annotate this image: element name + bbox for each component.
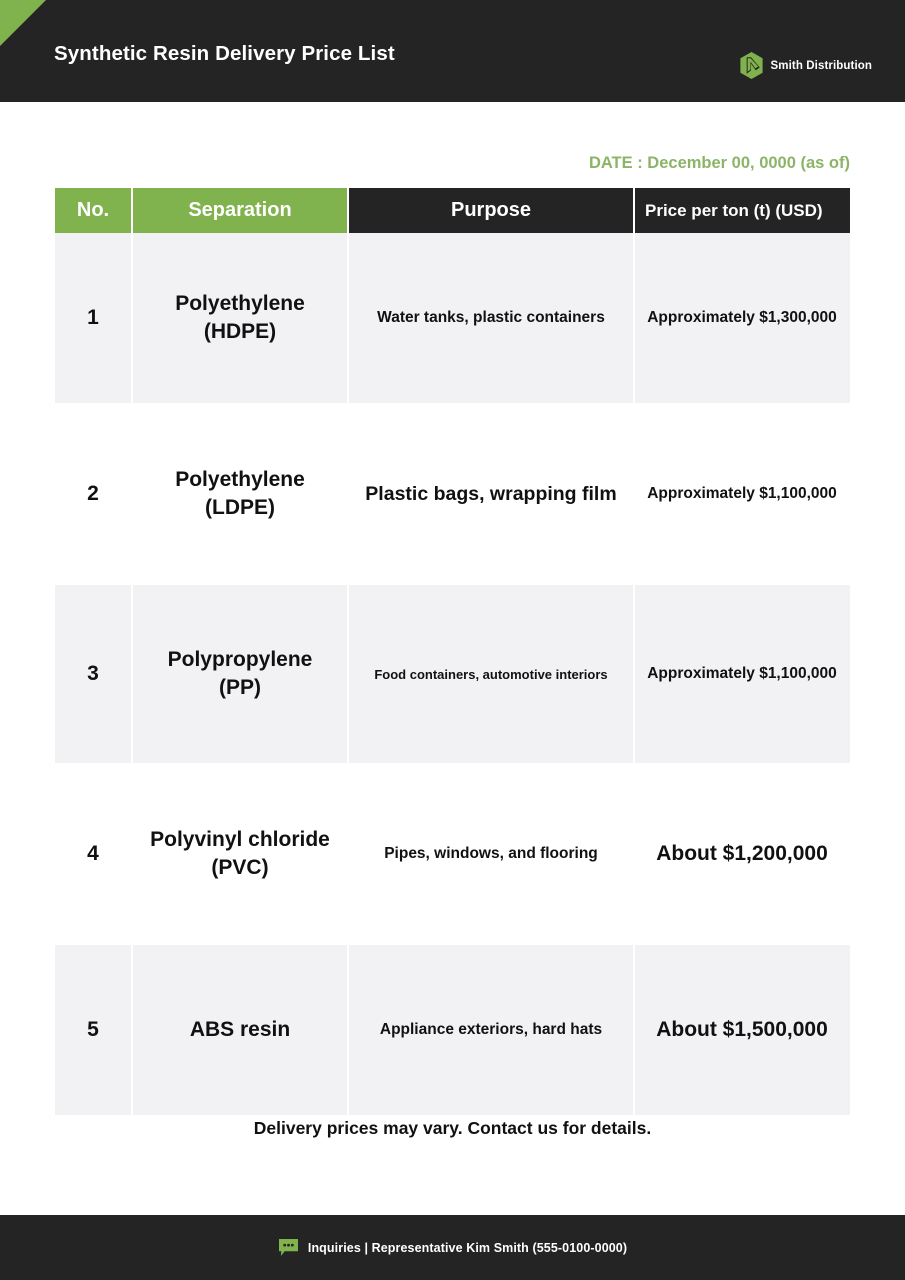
- spacer-cell: [348, 403, 634, 429]
- spacer-cell: [634, 559, 850, 585]
- chat-bubble-icon: [278, 1238, 299, 1257]
- spacer-cell: [55, 919, 132, 945]
- spacer-cell: [132, 919, 348, 945]
- price-table: [55, 188, 851, 1115]
- disclaimer-note: Delivery prices may vary. Contact us for details.: [253, 1118, 652, 1138]
- cell-separation: [132, 789, 348, 919]
- cell-price: Approximately $1,300,000: [634, 233, 850, 403]
- spacer-cell: [55, 403, 132, 429]
- page-title: Synthetic Resin Delivery Price List: [54, 42, 395, 65]
- spacer-cell: [132, 403, 348, 429]
- cell-separation: [132, 429, 348, 559]
- brand-logo: [739, 52, 872, 79]
- separation-line-1: Polyethylene: [175, 468, 305, 492]
- cell-price: About $1,500,000: [634, 945, 850, 1115]
- date-label: DATE : December 00, 0000 (as of): [588, 154, 850, 172]
- separation-line-1: Polyvinyl chloride: [150, 828, 330, 852]
- brand-name: Smith Distribution: [770, 59, 872, 72]
- cell-purpose: Plastic bags, wrapping film: [348, 429, 634, 559]
- cell-purpose: Pipes, windows, and flooring: [348, 789, 634, 919]
- spacer-cell: [55, 763, 132, 789]
- table-row: [55, 945, 850, 1115]
- row-spacer: [55, 919, 850, 945]
- cell-separation: ABS resin: [132, 945, 348, 1115]
- hexagon-d-logo-icon: [739, 52, 764, 79]
- table-header-row: [55, 188, 850, 233]
- cell-no: 5: [55, 945, 132, 1115]
- cell-no: 4: [55, 789, 132, 919]
- spacer-cell: [132, 763, 348, 789]
- table-row: [55, 429, 850, 559]
- separation-line-1: Polypropylene: [167, 648, 313, 672]
- cell-price: Approximately $1,100,000: [634, 585, 850, 763]
- spacer-cell: [348, 559, 634, 585]
- separation-line-1: Polyethylene: [175, 292, 305, 316]
- cell-price: Approximately $1,100,000: [634, 429, 850, 559]
- cell-separation: [132, 233, 348, 403]
- cell-price: About $1,200,000: [634, 789, 850, 919]
- column-header-no: No.: [55, 188, 132, 233]
- spacer-cell: [348, 919, 634, 945]
- table-row: [55, 585, 850, 763]
- cell-no: 3: [55, 585, 132, 763]
- table-body: [55, 233, 850, 1115]
- cell-separation: [132, 585, 348, 763]
- separation-line-2: (LDPE): [205, 496, 275, 519]
- table-header: [55, 188, 850, 233]
- cell-purpose: Appliance exteriors, hard hats: [348, 945, 634, 1115]
- spacer-cell: [348, 763, 634, 789]
- spacer-cell: [132, 559, 348, 585]
- document-header-bar: [0, 0, 905, 102]
- row-spacer: [55, 763, 850, 789]
- cell-purpose: Food containers, automotive interiors: [348, 585, 634, 763]
- column-header-separation: Separation: [132, 188, 348, 233]
- separation-line-2: (PP): [219, 676, 261, 699]
- table-row: [55, 789, 850, 919]
- cell-purpose: Water tanks, plastic containers: [348, 233, 634, 403]
- separation-line-2: (HDPE): [203, 320, 277, 343]
- green-corner-wedge-icon: [0, 0, 46, 46]
- document-footer-bar: [0, 1215, 905, 1280]
- spacer-cell: [634, 763, 850, 789]
- footer-contact-text: Inquiries | Representative Kim Smith (555-0100-0000): [307, 1240, 628, 1255]
- cell-no: 1: [55, 233, 132, 403]
- table-row: [55, 233, 850, 403]
- cell-no: 2: [55, 429, 132, 559]
- spacer-cell: [55, 559, 132, 585]
- spacer-cell: [634, 403, 850, 429]
- row-spacer: [55, 403, 850, 429]
- spacer-cell: [634, 919, 850, 945]
- row-spacer: [55, 559, 850, 585]
- column-header-price: Price per ton (t) (USD): [634, 188, 850, 233]
- column-header-purpose: Purpose: [348, 188, 634, 233]
- separation-line-2: (PVC): [211, 856, 269, 879]
